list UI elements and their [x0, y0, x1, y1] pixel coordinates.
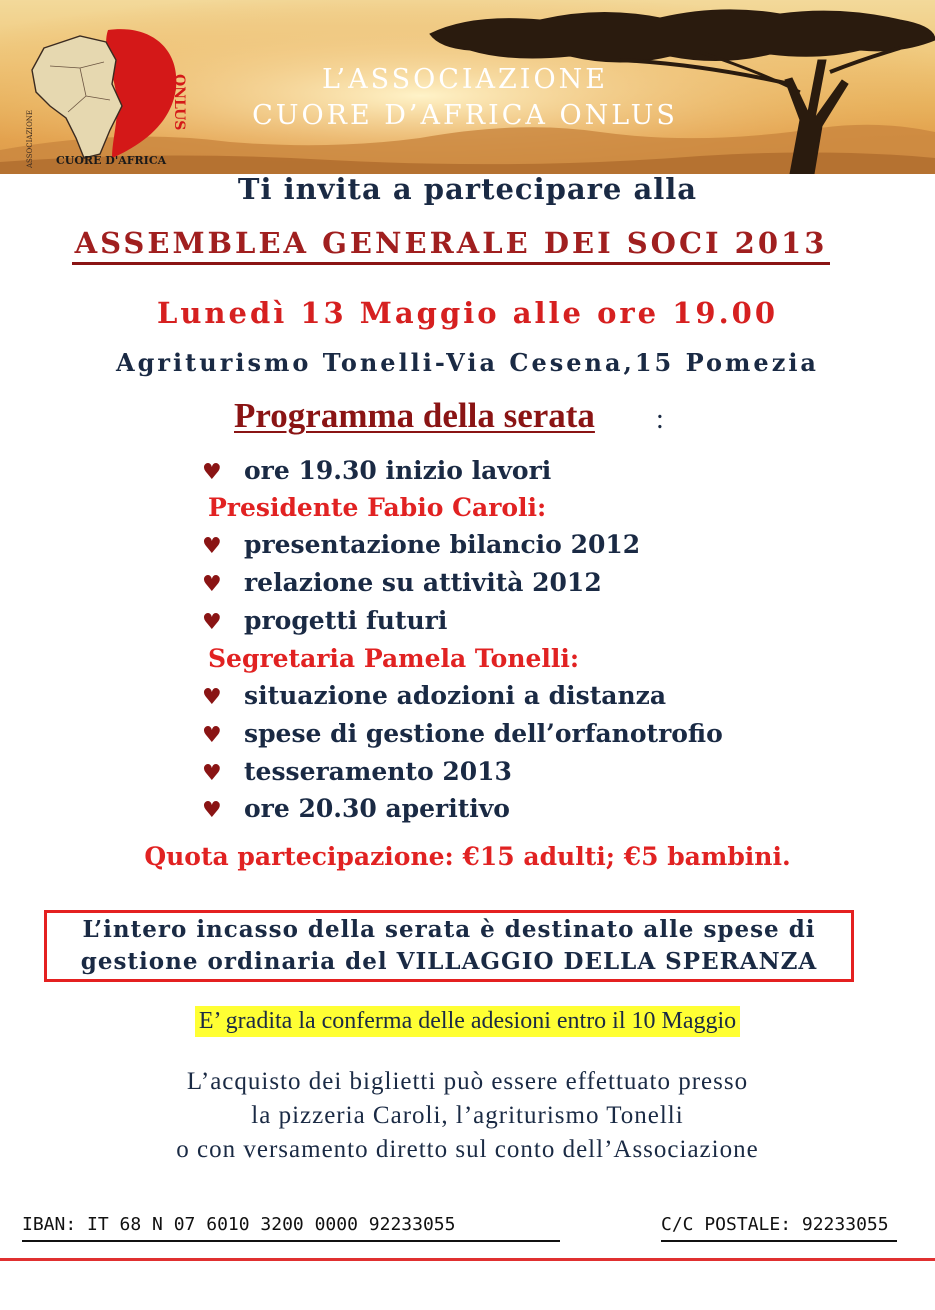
event-date: Lunedì 13 Maggio alle ore 19.00	[156, 296, 779, 330]
iban-text: IBAN: IT 68 N 07 6010 3200 0000 92233055	[22, 1214, 456, 1235]
header-line-1: L’ASSOCIAZIONE	[322, 64, 608, 95]
postal-account-underline	[661, 1240, 897, 1242]
programme-item-text: presentazione bilancio 2012	[244, 530, 641, 559]
programme-item	[202, 568, 602, 604]
event-place: Agriturismo Tonelli-Via Cesena,15 Pomezia	[116, 348, 819, 377]
confirmation-wrapper	[0, 1006, 935, 1037]
title-underline	[72, 262, 830, 265]
programme-title: Programma della serata	[234, 396, 595, 435]
programme-item-text: ore 19.30 inizio lavori	[244, 456, 552, 485]
footer-rule	[0, 1258, 935, 1261]
logo-onlus-text: ONLUS	[171, 74, 187, 131]
programme-item	[202, 606, 447, 642]
programme-item-text: relazione su attività 2012	[244, 568, 602, 597]
heart-icon: ♥	[202, 459, 222, 485]
heart-icon: ♥	[202, 760, 222, 786]
association-logo	[20, 26, 195, 168]
heart-icon: ♥	[202, 797, 222, 823]
notice-line-1: L’intero incasso della serata è destinato alle spese di	[82, 916, 816, 943]
postal-account-text: C/C POSTALE: 92233055	[661, 1214, 889, 1235]
header-line-2: CUORE D’AFRICA ONLUS	[252, 100, 678, 131]
notice-line-2: gestione ordinaria del VILLAGGIO DELLA SPERANZA	[80, 948, 818, 975]
programme-item-text: progetti futuri	[244, 606, 448, 635]
programme-colon: :	[656, 404, 664, 435]
programme-item	[202, 719, 723, 755]
programme-subheading: Presidente Fabio Caroli:	[208, 493, 547, 522]
programme-item-text: ore 20.30 aperitivo	[244, 794, 510, 823]
purchase-line-1: L’acquisto dei biglietti può essere effettuato presso	[186, 1068, 749, 1095]
heart-icon: ♥	[202, 722, 222, 748]
fee-text: Quota partecipazione: €15 adulti; €5 bambini.	[144, 842, 791, 871]
heart-icon: ♥	[202, 609, 222, 635]
iban-underline	[22, 1240, 560, 1242]
programme-item-text: tesseramento 2013	[244, 757, 512, 786]
purchase-line-2: la pizzeria Caroli, l’agriturismo Tonelli	[251, 1102, 684, 1129]
logo-vertical-text: ASSOCIAZIONE	[26, 109, 34, 168]
programme-item-text: spese di gestione dell’orfanotrofio	[244, 719, 723, 748]
header-banner	[0, 0, 935, 174]
heart-icon: ♥	[202, 533, 222, 559]
programme-item	[202, 456, 551, 492]
confirmation-text: E’ gradita la conferma delle adesioni entro il 10 Maggio	[195, 1006, 740, 1037]
programme-item	[202, 681, 666, 717]
heart-icon: ♥	[202, 571, 222, 597]
programme-item	[202, 530, 640, 566]
programme-item	[202, 794, 510, 830]
invite-text: Ti invita a partecipare alla	[237, 172, 698, 206]
heart-icon: ♥	[202, 684, 222, 710]
purchase-line-3: o con versamento diretto sul conto dell’Associazione	[176, 1136, 759, 1163]
programme-subheading: Segretaria Pamela Tonelli:	[208, 644, 580, 673]
programme-item	[202, 757, 512, 793]
event-title: ASSEMBLEA GENERALE DEI SOCI 2013	[74, 226, 828, 260]
programme-item-text: situazione adozioni a distanza	[244, 681, 667, 710]
logo-name-text: CUORE D'AFRICA	[56, 154, 167, 167]
